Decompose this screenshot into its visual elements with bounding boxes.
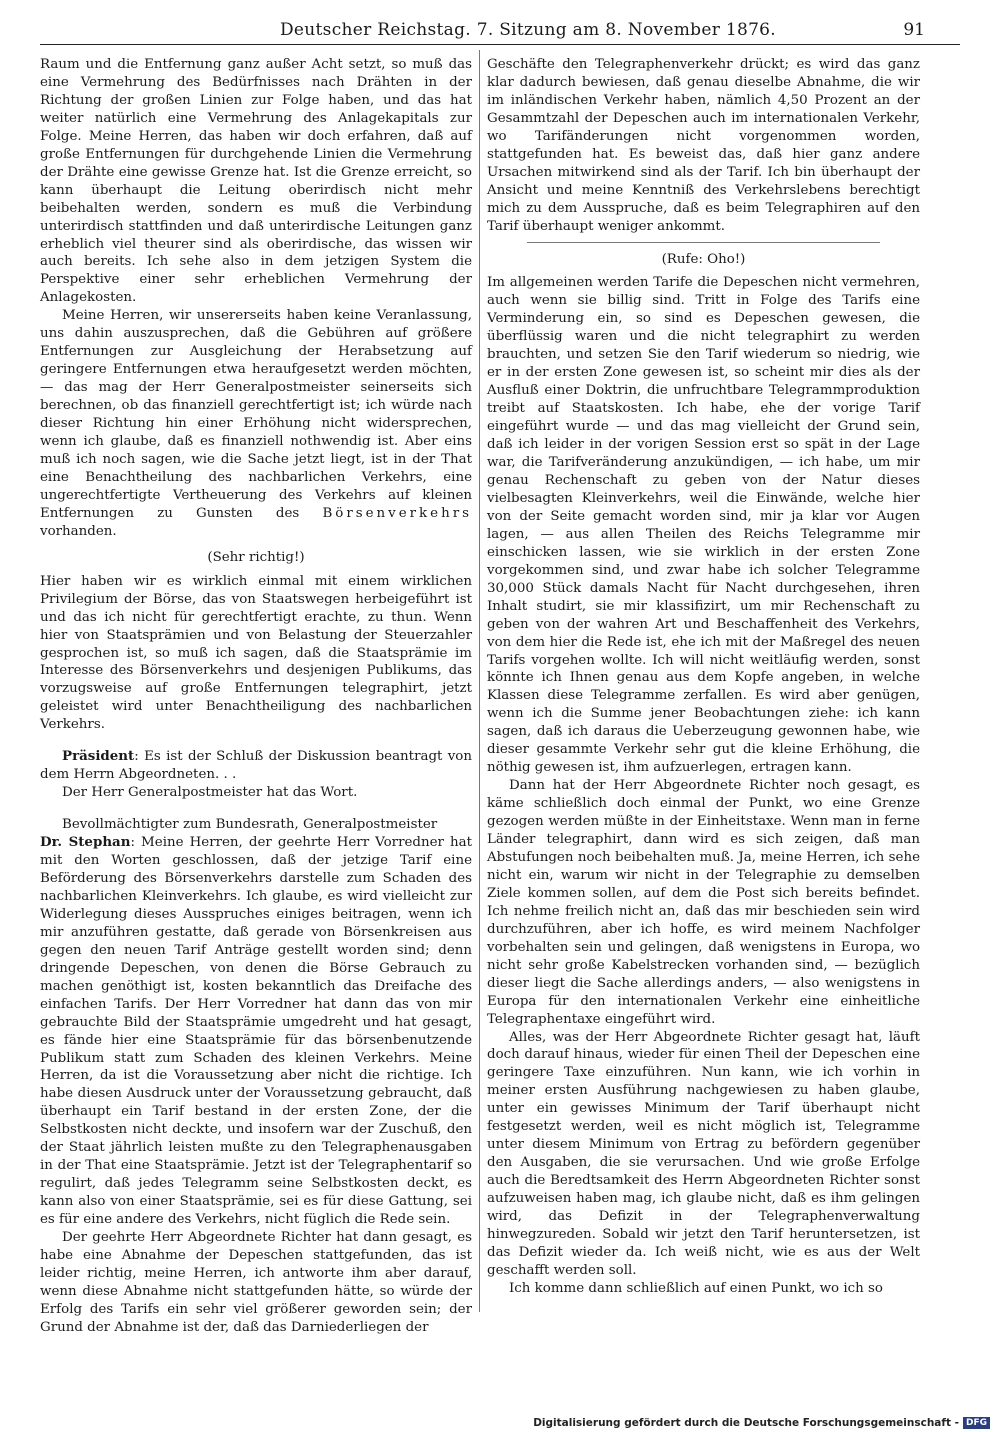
section-rule — [527, 242, 880, 243]
header-rule — [40, 44, 960, 45]
dfg-logo: DFG — [963, 1417, 990, 1429]
running-title: Deutscher Reichstag. 7. Sitzung am 8. November 1876. — [280, 20, 776, 40]
footer-text: Digitalisierung gefördert durch die Deutsche Forschungsgemeinschaft - — [533, 1417, 959, 1429]
speaker-paragraph: Präsident: Es ist der Schluß der Diskussion beantragt von dem Herrn Abgeordneten. . . — [40, 748, 472, 783]
right-column — [487, 56, 920, 1298]
page-number: 91 — [903, 20, 925, 40]
paragraph: Der Herr Generalpostmeister hat das Wort. — [62, 785, 358, 801]
speaker-paragraph: Dr. Stephan: Meine Herren, der geehrte Herr Vorredner hat mit den Worten geschlossen, daß der jetzige Tarif eine Beförderung des Börsenverkehrs darstelle zum Schaden des nachbarlichen Kleinverkehrs. Ich glaube, es wird vielleicht zur Widerlegung dieses Ausspruches einiges beitragen, wenn ich mir anzuführen gestatte, daß gerade von Börsenkreisen aus gegen den neuen Tarif Anträge gestellt worden sind; denn dringende Depeschen, von denen die Börse Gebrauch zu machen genöthigt ist, kosten bekanntlich das Dreifache des einfachen Tarifs. Der Herr Vorredner hat dann das von mir gebrauchte Bild der Staatsprämie umgedreht und hat gesagt, es fände hier eine Staatsprämie für das börsenbenutzende Publikum statt zum Schaden des kleinen Verkehrs. Meine Herren, da ist die Voraussetzung aber nicht die richtige. Ich habe diesen Ausdruck unter der Voraussetzung gebraucht, daß überhaupt ein Tarif bestand in der ersten Zone, der die Selbstkosten nicht deckte, und insofern war der Zuschuß, den der Staat jährlich leisten mußte zu den Telegraphenausgaben in der That eine Staatsprämie. Jetzt ist der Telegraphentarif so regulirt, daß jedes Telegramm seine Selbstkosten deckt, es kann also von einer Staatsprämie, sei es für diese Gattung, sei es für eine andere des Verkehrs, nicht füglich die Rede sein. — [40, 834, 472, 1228]
paragraph: Dann hat der Herr Abgeordnete Richter noch gesagt, es käme schließlich doch einmal der Punkt, wo eine Grenze gezogen werden müßte in der Einheitstaxe. Wenn man in ferne Länder telegraphirt, dann wird es sich zeigen, daß man Abstufungen noch beibehalten muß. Ja, meine Herren, ich sehe nicht ein, warum wir nicht in der Telegraphie zu demselben Ziele kommen sollen, auf dem die Post sich bereits befindet. Ich nehme freilich nicht an, daß das mir beschieden sein wird durchzuführen, aber ich hoffe, es wird meinem Nachfolger vorbehalten sein und gelingen, daß wenigstens in Europa, wo nicht sehr große Kabelstrecken vorhanden sind, — bezüglich dieser liegt die Sache allerdings anders, — also wenigstens in Europa für den internationalen Verkehr eine einheitliche Telegraphentaxe eingeführt wird. — [487, 778, 920, 1027]
column-divider — [479, 50, 480, 1312]
page-header — [40, 18, 960, 46]
emphasis-text: Börsenverkehrs — [322, 505, 472, 521]
paragraph: Hier haben wir es wirklich einmal mit einem wirklichen Privilegium der Börse, das von Staatswegen herbeigeführt ist und das ich nicht für gerechtfertigt erachte, zu thun. Wenn hier von Staatsprämien und von Belastung der Steuerzahler gesprochen ist, so muß ich sagen, daß die Staatsprämie im Interesse des Börsenverkehrs und desjenigen Publikums, das vorzugsweise auf große Entfernungen telegraphirt, jetzt geleistet wird unter Benachtheiligung des nachbarlichen Verkehrs. — [40, 573, 472, 733]
left-column — [40, 56, 472, 1337]
paragraph: Geschäfte den Telegraphenverkehr drückt; es wird das ganz klar dadurch bewiesen, daß genau dieselbe Abnahme, die wir im inländischen Verkehr haben, nämlich 4,50 Prozent an der Gesammtzahl der Depeschen auch im internationalen Verkehr, wo Tarifänderungen nicht vorgenommen worden, stattgefunden hat. Es beweist das, daß hier ganz andere Ursachen mitwirkend sind als der Tarif. Ich bin überhaupt der Ansicht und meine Kenntniß des Verkehrslebens berechtigt mich zu dem Ausspruche, daß es beim Telegraphiren auf den Tarif überhaupt weniger ankommt. — [487, 57, 920, 234]
interjection: (Rufe: Oho!) — [661, 251, 746, 267]
speaker-intro: Bevollmächtigter zum Bundesrath, Generalpostmeister — [62, 817, 438, 833]
paragraph: Ich komme dann schließlich auf einen Punkt, wo ich so — [509, 1280, 883, 1296]
footer-credit — [533, 1416, 990, 1430]
speaker-label: Präsident — [62, 748, 135, 765]
speaker-label: Dr. Stephan — [40, 834, 131, 851]
paragraph: Der geehrte Herr Abgeordnete Richter hat dann gesagt, es habe eine Abnahme der Depeschen stattgefunden, das ist leider richtig, meine Herren, ich antworte ihm aber darauf, wenn diese Abnahme nicht stattgefunden hätte, so würde der Erfolg des Tarifs ein sehr viel größerer geworden sein; der Grund der Abnahme ist der, daß das Darniederliegen der — [40, 1230, 472, 1335]
interjection: (Sehr richtig!) — [207, 549, 305, 565]
paragraph: Raum und die Entfernung ganz außer Acht setzt, so muß das eine Vermehrung des Bedürfnisses nach Drähten in der Richtung der großen Linien zur Folge haben, und das hat weiter natürlich eine Vermehrung des Anlagekapitals zur Folge. Meine Herren, das haben wir doch erfahren, daß auf große Entfernungen für durchgehende Linien die Vermehrung der Drähte eine gewisse Grenze hat. Ist die Grenze erreicht, so kann überhaupt die Leitung oberirdisch nicht mehr beibehalten werden, sondern es muß die Verbindung unterirdisch stattfinden und daß unterirdische Leitungen ganz erheblich viel theurer sind als oberirdische, das wissen wir auch bereits. Ich sehe also in dem jetzigen System die Perspektive einer sehr erheblichen Vermehrung der Anlagekosten. — [40, 57, 472, 306]
paragraph: Alles, was der Herr Abgeordnete Richter gesagt hat, läuft doch darauf hinaus, wieder für einen Theil der Depeschen eine geringere Taxe einzuführen. Nun kann, wie ich vorhin in meiner ersten Ausführung nachgewiesen zu haben glaube, unter ein gewisses Minimum der Tarif überhaupt nicht festgesetzt werden, weil es nicht möglich ist, Telegramme unter diesem Minimum von Ertrag zu befördern gegenüber den Ausgaben, die sie verursachen. Und wie große Erfolge auch die Beredtsamkeit des Herrn Abgeordneten Richter sonst aufzuweisen haben mag, ich glaube nicht, daß es ihm gelingen wird, das Defizit in der Telegraphenverwaltung hinwegzureden. Sobald wir jetzt den Tarif heruntersetzen, ist das Defizit wieder da. Ich weiß nicht, wie es aus der Welt geschafft werden soll. — [487, 1029, 920, 1278]
paragraph: Im allgemeinen werden Tarife die Depeschen nicht vermehren, auch wenn sie billig sind. Tritt in Folge des Tarifs eine Verminderung ein, so sind es Depeschen gewesen, die überflüssig waren und die nicht telegraphirt zu werden brauchten, und setzen Sie den Tarif wiederum so niedrig, wie er in der ersten Zone gewesen ist, so scheint mir dies als der Ausfluß einer Doktrin, die unfruchtbare Telegrammproduktion treibt auf Staatskosten. Ich habe, ehe der vorige Tarif eingeführt wurde — und das mag vielleicht der Grund sein, daß ich leider in der vorigen Session erst so spät in der Lage war, die Tarifveränderung anzukündigen, — ich habe, um mir genau Rechenschaft zu geben von der Natur dieses vielbesagten Kleinverkehrs, weil die Einwände, welche hier von der Seite gemacht worden sind, mir ja klar vor Augen lagen, — aus allen Theilen des Reichs Telegramme mir einschicken lassen, wie sie wirklich in der ersten Zone vorgekommen sind, und zwar habe ich solcher Telegramme 30,000 Stück damals Nacht für Nacht durchgesehen, ihren Inhalt studirt, sie mir klassifizirt, um mir Rechenschaft zu geben von der wahren Art und Beschaffenheit des Verkehrs, von dem hier die Rede ist, ehe ich mit der Maßregel des neuen Tarifs vorgehen wollte. Ich will nicht weitläufig werden, sonst könnte ich Ihnen genau aus dem Kopfe angeben, in welche Klassen diese Telegramme zerfallen. Es wird aber genügen, wenn ich die Summe jener Beobachtungen ziehe: ich kann sagen, daß ich daraus die Ueberzeugung gewonnen habe, wie dieser gesammte Verkehr sehr gut die kleine Erhöhung, die nöthig gewesen ist, ihm aufzuerlegen, ertragen kann. — [487, 275, 920, 776]
paragraph: Meine Herren, wir unsererseits haben keine Veranlassung, uns dahin auszusprechen, daß die Gebühren auf größere Entfernungen zur Ausgleichung der Herabsetzung auf geringere Entfernungen etwa heraufgesetzt werden möchten, — das mag der Herr Generalpostmeister seinerseits sich berechnen, ob das finanziell gerechtfertigt ist; ich würde nach dieser Richtung hin einer Erhöhung nicht widersprechen, wenn ich glaube, daß es finanziell nothwendig ist. Aber eins muß ich noch sagen, wie die Sache jetzt liegt, ist in der That eine Benachtheilung des nachbarlichen Verkehrs, eine ungerechtfertigte Vertheuerung des Verkehrs auf kleinen Entfernungen zu Gunsten des Börsenverkehrs vorhanden. — [40, 308, 472, 539]
